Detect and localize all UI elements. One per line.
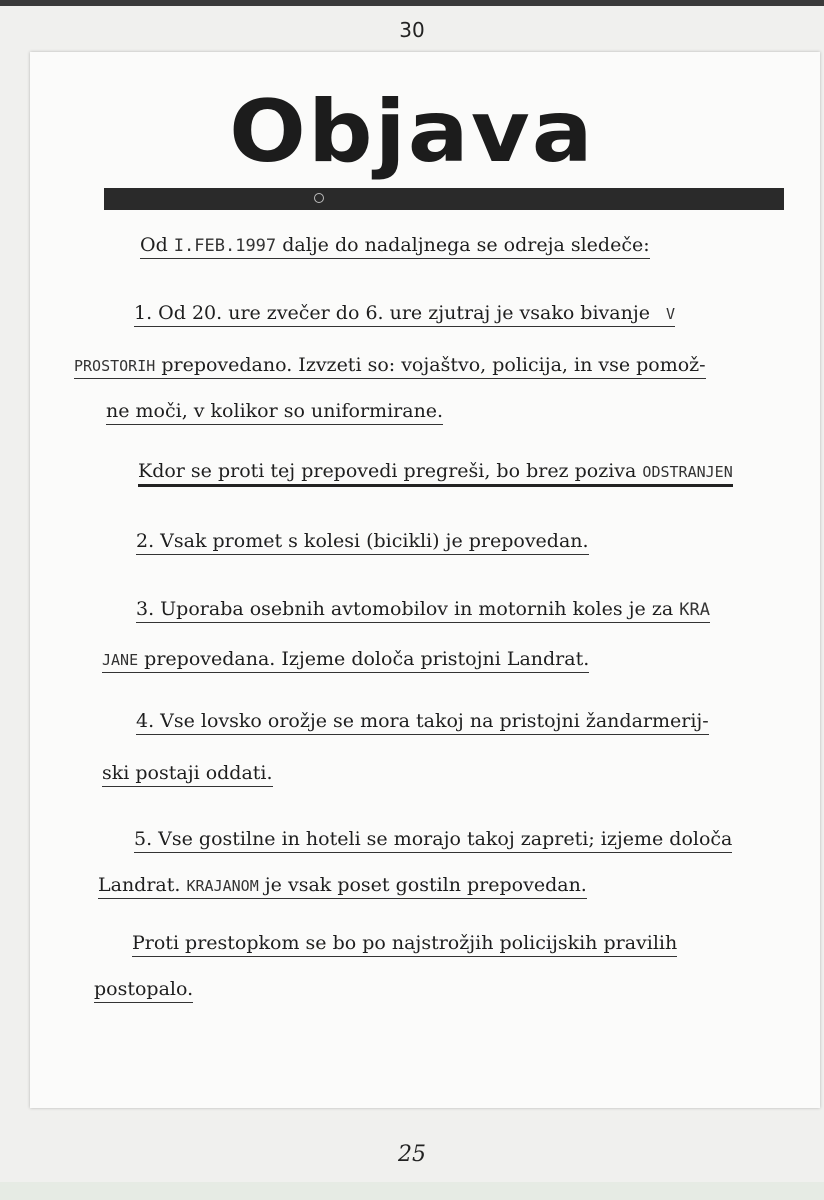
item1-line2 [74,354,706,379]
item1-line1-text: 1. Od 20. ure zvečer do 6. ure zjutraj je vsako bivanje [134,302,650,324]
item3-line1-text: 3. Uporaba osebnih avtomobilov in motornih koles je za [136,598,674,620]
penalty-line [138,460,733,487]
item3-line2-text: prepovedana. Izjeme določa pristojni Landrat. [144,648,590,670]
item3-line1-typed: KRA [679,600,710,620]
penalty-text: Kdor se proti tej prepovedi pregreši, bo brez poziva [138,460,637,482]
penalty-typed: ODSTRANJEN [642,463,733,481]
intro-part1: Od [140,234,168,256]
closing-line1: Proti prestopkom se bo po najstrožjih policijskih pravilih [132,932,677,957]
item3-line2 [102,648,589,673]
item4-line1: 4. Vse lovsko orožje se mora takoj na pristojni žandarmerij- [136,710,709,735]
scan-bottom-strip [0,1182,824,1200]
page-number-top: 30 [399,18,425,42]
item5-line2 [98,874,587,899]
intro-date: I.FEB.1997 [173,236,277,256]
item5-line2-typed: KRAJANOM [186,877,259,895]
item3-line2-typed: JANE [102,651,139,669]
headline-title: Objava [229,82,595,182]
intro-line [140,234,650,259]
item1-line2-typed: PROSTORIH [74,357,156,375]
item5-line1: 5. Vse gostilne in hoteli se morajo takoj zapreti; izjeme določa [134,828,732,853]
item1-line3: ne moči, v kolikor so uniformirane. [106,400,443,425]
item1-line2-text: prepovedano. Izvzeti so: vojaštvo, policija, in vse pomož- [161,354,706,376]
item3-line1 [136,598,710,623]
closing-line2: postopalo. [94,978,193,1003]
item1-line1 [134,302,675,327]
item2-line: 2. Vsak promet s kolesi (bicikli) je prepovedan. [136,530,589,555]
page-number-bottom: 25 [398,1142,426,1167]
item1-line1-typed: V [666,305,676,323]
item5-line2-text: Landrat. [98,874,181,896]
intro-part2: dalje do nadaljnega se odreja sledeče: [282,234,650,256]
item4-line2: ski postaji oddati. [102,762,273,787]
title-rule-bar [104,188,784,210]
item5-line2-rest: je vsak poset gostiln prepovedan. [264,874,587,896]
scan-top-edge [0,0,824,6]
